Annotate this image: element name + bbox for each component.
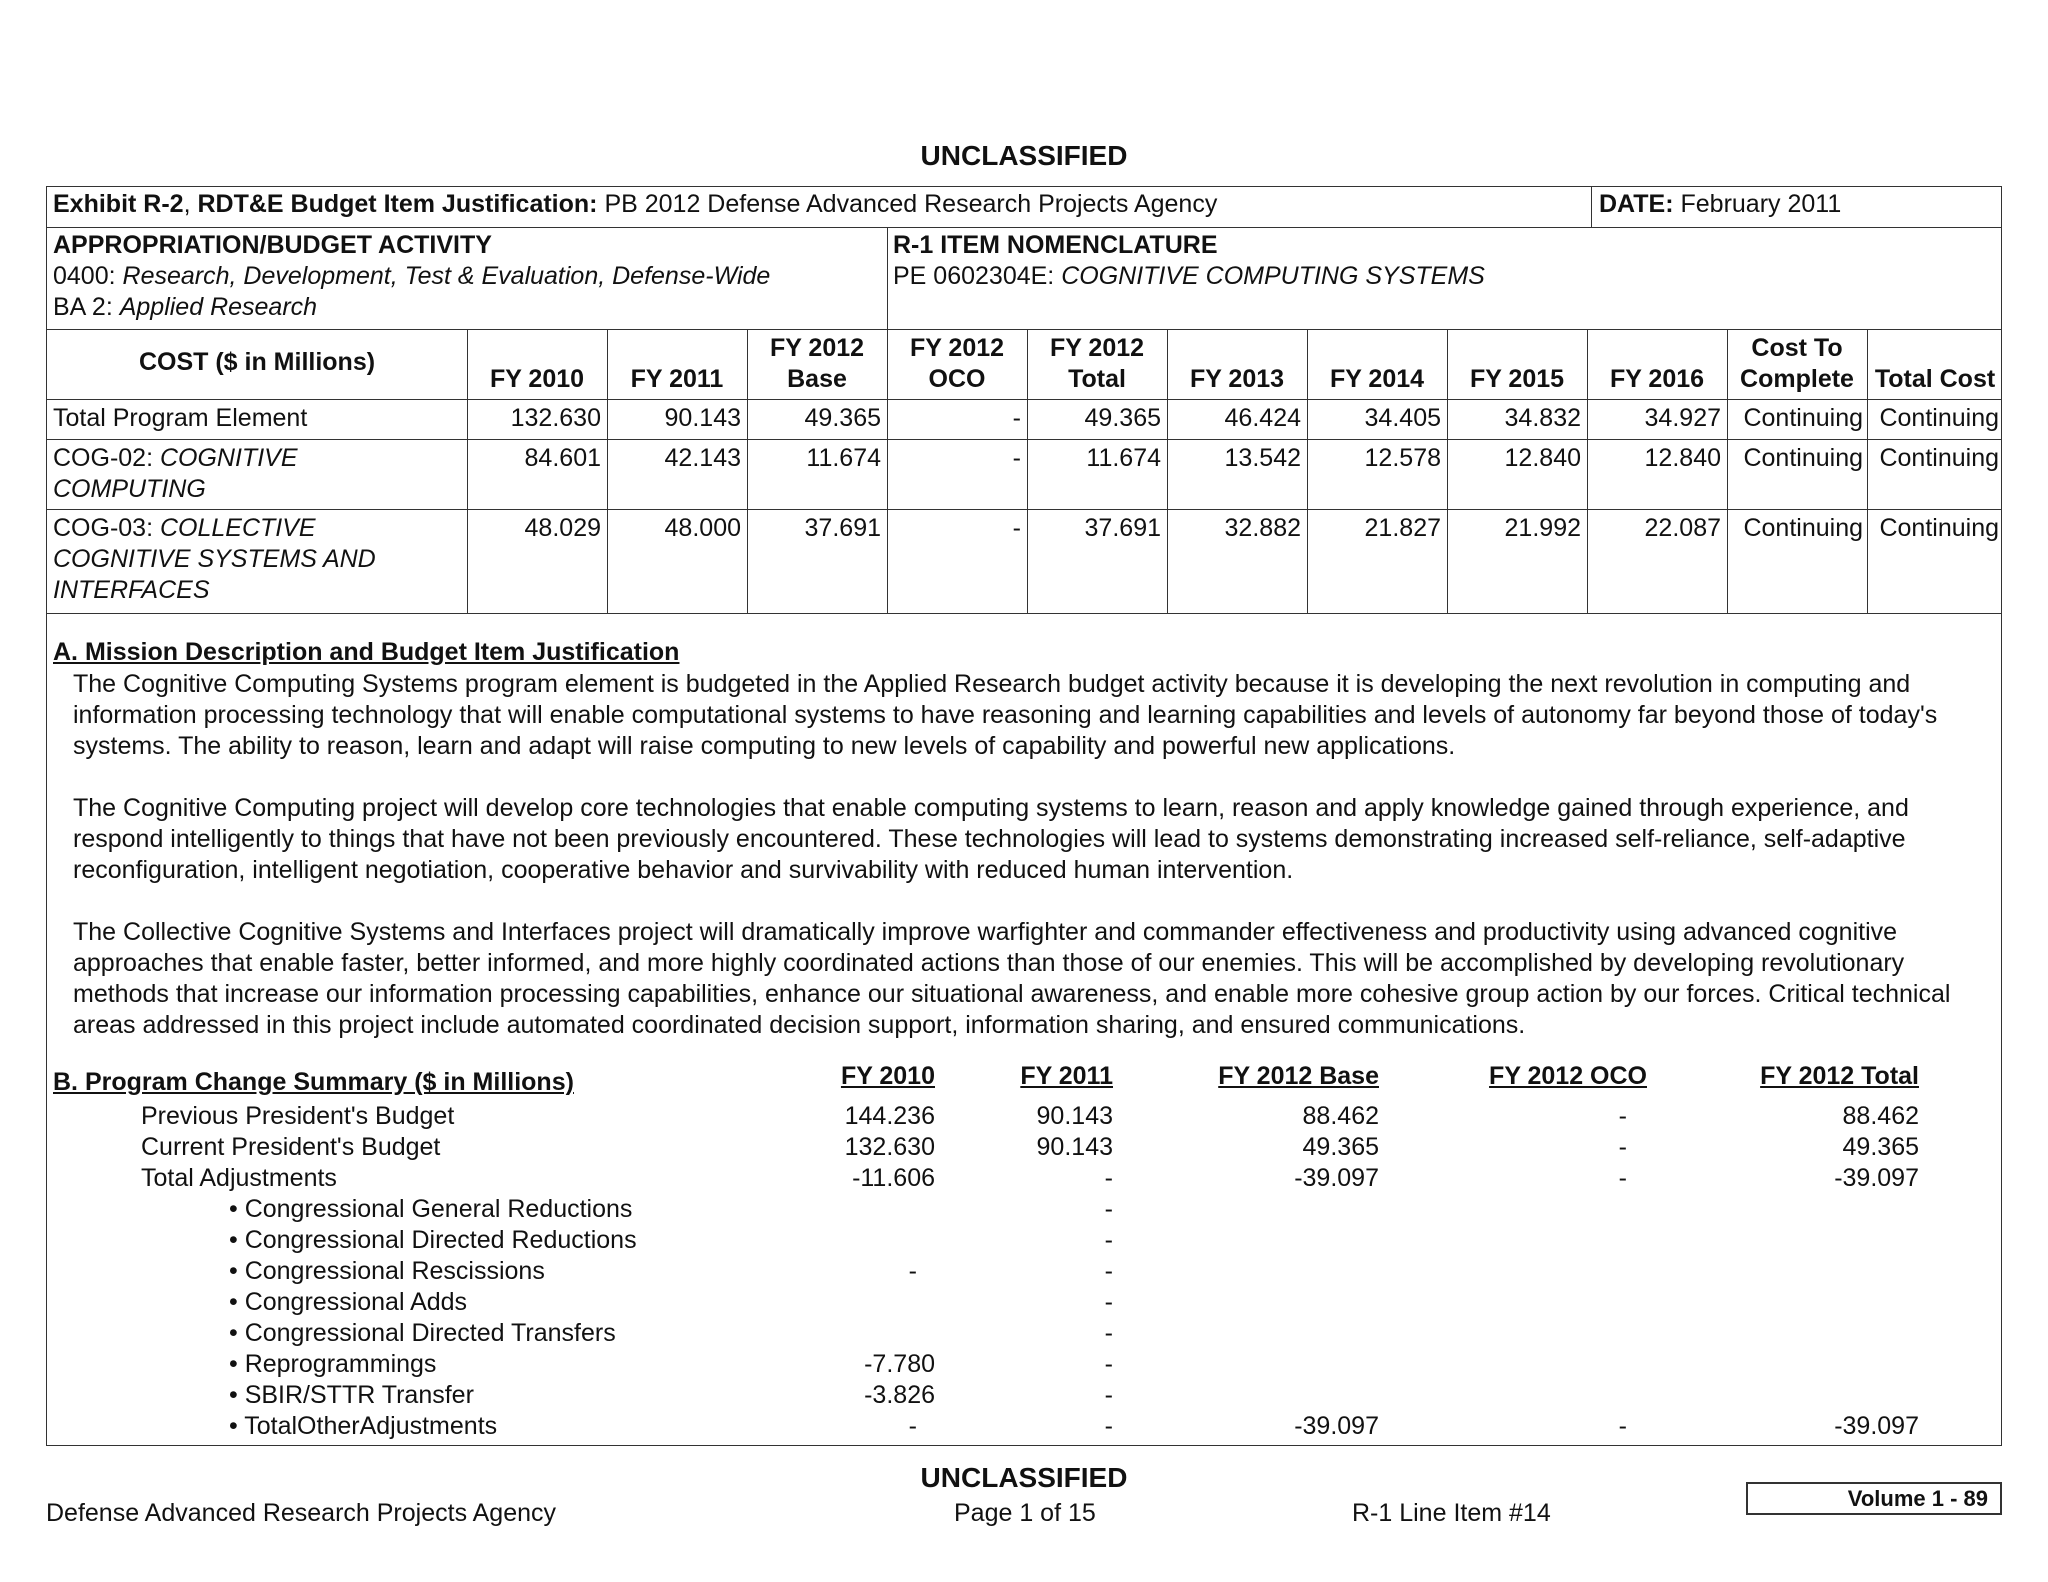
col-header-line: FY 2012 [769, 334, 865, 362]
cell-value: Continuing [1879, 444, 1999, 472]
col-header-fy2012-oco [887, 333, 1027, 395]
cell-value: 34.927 [1644, 404, 1721, 432]
pcs-value: -39.097 [1294, 1164, 1379, 1192]
appropriation-block [53, 230, 770, 323]
exhibit-title: Exhibit R-2, RDT&E Budget Item Justification: PB 2012 Defense Advanced Research Projects Agency [53, 190, 1218, 218]
pcs-value: -11.606 [852, 1164, 935, 1192]
volume-box: Volume 1 - 89 [1746, 1482, 2002, 1515]
cell-value: Continuing [1743, 514, 1863, 542]
cell-value: 48.000 [664, 514, 741, 542]
cell-value: 11.674 [1086, 444, 1161, 472]
cell-value: - [1012, 514, 1021, 542]
cell-value: 37.691 [804, 514, 881, 542]
footer-page: Page 1 of 15 [954, 1499, 1096, 1527]
pcs-row [47, 1132, 2003, 1163]
cell-value: 34.405 [1364, 404, 1441, 432]
project-name-line: COMPUTING [53, 475, 206, 503]
pcs-row [47, 1318, 2003, 1349]
pcs-row-label: • Congressional Directed Reductions [229, 1226, 637, 1254]
pcs-row [47, 1225, 2003, 1256]
cell-value: 21.827 [1364, 514, 1441, 542]
pcs-value: 90.143 [1036, 1133, 1113, 1161]
pcs-row-label: • Reprogrammings [229, 1350, 437, 1378]
pcs-value: - [1618, 1412, 1627, 1440]
divider [47, 329, 2001, 330]
cell-value: 49.365 [1084, 404, 1161, 432]
section-a-title: A. Mission Description and Budget Item Justification [53, 638, 680, 666]
pcs-value: 88.462 [1842, 1102, 1919, 1130]
col-header-line: Base [787, 365, 847, 393]
r1-block [893, 230, 1485, 292]
col-header-line: OCO [928, 365, 986, 393]
cell-value: 42.143 [664, 444, 741, 472]
pcs-value: -39.097 [1834, 1164, 1919, 1192]
pcs-value: - [1104, 1257, 1113, 1285]
pcs-value: - [1104, 1412, 1113, 1440]
pcs-row-label: • Congressional Adds [229, 1288, 468, 1316]
divider [1591, 187, 1592, 227]
col-header-line: FY 2012 [909, 334, 1005, 362]
pcs-col-header: FY 2012 OCO [1489, 1062, 1647, 1090]
cell-value: - [1012, 444, 1021, 472]
project-code: COG-02: [53, 444, 154, 472]
pcs-value: - [1104, 1164, 1113, 1192]
cell-value: 12.840 [1644, 444, 1721, 472]
pcs-value: -39.097 [1294, 1412, 1379, 1440]
classification-top: UNCLASSIFIED [920, 140, 1128, 171]
divider [47, 439, 2001, 440]
pcs-value: - [1104, 1381, 1113, 1409]
col-header-line: Cost To [1751, 334, 1843, 362]
date-label: DATE: [1599, 190, 1674, 218]
cost-header: COST ($ in Millions) [138, 348, 376, 376]
pcs-value: 49.365 [1842, 1133, 1919, 1161]
col-header-fy2013: FY 2013 [1189, 365, 1285, 393]
ba-code: BA 2: [53, 293, 113, 321]
section-a-paragraph [73, 793, 1993, 886]
mission-paragraph-3: The Collective Cognitive Systems and Interfaces project will dramatically improve warfighter and commander effectiveness and productivity using advanced cognitive approaches that enable faster, better informed, and more highly coordinated actions than those of our enemies. This will be accomplished by developing revolutionary methods that increase our information processing capabilities, enhance our situational awareness, and enable more cohesive group action by our forces. Critical technical areas addressed in this project include automated coordinated decision support, information sharing, and ensured communications. [73, 918, 1951, 1039]
row-label-cog-03 [53, 513, 376, 606]
pcs-value: -7.780 [864, 1350, 935, 1378]
divider [47, 613, 2001, 614]
classification-bottom: UNCLASSIFIED [920, 1462, 1128, 1493]
pcs-row-label: • Congressional Directed Transfers [229, 1319, 616, 1347]
pcs-value: - [1104, 1319, 1113, 1347]
pcs-value: -39.097 [1834, 1412, 1919, 1440]
appropriation-name: Research, Development, Test & Evaluation, Defense-Wide [122, 262, 771, 290]
pcs-row-label: Previous President's Budget [141, 1102, 455, 1130]
pcs-col-header: FY 2012 Base [1218, 1062, 1379, 1090]
cell-value: 13.542 [1224, 444, 1301, 472]
divider [887, 227, 888, 329]
cell-value: 48.029 [524, 514, 601, 542]
project-name-line: COGNITIVE SYSTEMS AND [53, 545, 376, 573]
pcs-value: - [1104, 1350, 1113, 1378]
col-header-fy2011: FY 2011 [630, 365, 724, 393]
exhibit-frame [46, 186, 2002, 1446]
appropriation-code: 0400: [53, 262, 116, 290]
footer-line-item: R-1 Line Item #14 [1352, 1499, 1551, 1527]
pcs-col-header: FY 2012 Total [1760, 1062, 1919, 1090]
pe-name: COGNITIVE COMPUTING SYSTEMS [1061, 262, 1485, 290]
pcs-row-label: • SBIR/STTR Transfer [229, 1381, 474, 1409]
pcs-row [47, 1194, 2003, 1225]
pcs-col-header: FY 2010 [840, 1062, 935, 1090]
row-label-cog-02 [53, 443, 298, 505]
project-code: COG-03: [53, 514, 154, 542]
col-header-total-cost: Total Cost [1874, 365, 1996, 393]
footer-agency: Defense Advanced Research Projects Agency [46, 1499, 557, 1527]
cell-value: 37.691 [1084, 514, 1161, 542]
pcs-row-label: • TotalOtherAdjustments [229, 1412, 498, 1440]
row-label-total-program: Total Program Element [53, 404, 308, 432]
pcs-row-label: Current President's Budget [141, 1133, 441, 1161]
pcs-value: - [908, 1412, 917, 1440]
pcs-value: 88.462 [1302, 1102, 1379, 1130]
pcs-value: - [1618, 1102, 1627, 1130]
pcs-row [47, 1349, 2003, 1380]
col-header-line: Total [1068, 365, 1126, 393]
col-header-fy2014: FY 2014 [1329, 365, 1425, 393]
cell-value: Continuing [1743, 404, 1863, 432]
pcs-row [47, 1380, 2003, 1411]
pcs-value: - [908, 1257, 917, 1285]
col-header-fy2016: FY 2016 [1609, 365, 1705, 393]
cell-value: 46.424 [1224, 404, 1301, 432]
pcs-value: 49.365 [1302, 1133, 1379, 1161]
col-header-line: FY 2012 [1049, 334, 1145, 362]
justification-value: PB 2012 Defense Advanced Research Projects Agency [604, 190, 1218, 218]
pcs-value: 90.143 [1036, 1102, 1113, 1130]
section-a-paragraph [73, 669, 1993, 762]
pcs-row [47, 1101, 2003, 1132]
pcs-value: -3.826 [864, 1381, 935, 1409]
pcs-row [47, 1256, 2003, 1287]
project-name-line: INTERFACES [53, 576, 210, 604]
pcs-value: 132.630 [844, 1133, 935, 1161]
project-name-line: COLLECTIVE [159, 514, 316, 542]
pcs-col-header: FY 2011 [1020, 1062, 1113, 1090]
cell-value: 90.143 [664, 404, 741, 432]
pcs-row-label: Total Adjustments [141, 1164, 337, 1192]
pcs-row [47, 1163, 2003, 1194]
cell-value: - [1012, 404, 1021, 432]
pcs-value: - [1618, 1133, 1627, 1161]
divider [47, 227, 2001, 228]
cell-value: Continuing [1743, 444, 1863, 472]
cell-value: 12.578 [1364, 444, 1441, 472]
r1-label: R-1 ITEM NOMENCLATURE [893, 231, 1218, 259]
pcs-row-label: • Congressional General Reductions [229, 1195, 633, 1223]
mission-paragraph-2: The Cognitive Computing project will develop core technologies that enable computing systems to learn, reason and apply knowledge gained through experience, and respond intelligently to things that have not been previously encountered. These technologies will lead to systems demonstrating increased self-reliance, self-adaptive reconfiguration, intelligent negotiation, cooperative behavior and survivability with reduced human intervention. [73, 794, 1909, 884]
cell-value: Continuing [1879, 404, 1999, 432]
pcs-value: - [1104, 1195, 1113, 1223]
pcs-value: - [1618, 1164, 1627, 1192]
exhibit-label: Exhibit R-2 [53, 190, 184, 218]
appropriation-label: APPROPRIATION/BUDGET ACTIVITY [53, 231, 492, 259]
cell-value: 32.882 [1224, 514, 1301, 542]
cell-value: 49.365 [804, 404, 881, 432]
mission-paragraph-1: The Cognitive Computing Systems program element is budgeted in the Applied Research budget activity because it is developing the next revolution in computing and information processing technology that will enable computational systems to have reasoning and learning capabilities and levels of autonomy far beyond those of today's systems. The ability to reason, learn and adapt will raise computing to new levels of capability and powerful new applications. [73, 670, 1938, 760]
pcs-row [47, 1287, 2003, 1318]
date-value: February 2011 [1680, 190, 1842, 218]
pcs-row [47, 1411, 2003, 1442]
cell-value: 132.630 [510, 404, 601, 432]
section-a-paragraph [73, 917, 1993, 1041]
divider [47, 399, 2001, 400]
cell-value: 21.992 [1504, 514, 1581, 542]
section-b-title: B. Program Change Summary ($ in Millions) [53, 1068, 574, 1096]
justification-label: RDT&E Budget Item Justification: [197, 190, 598, 218]
pcs-value: - [1104, 1288, 1113, 1316]
ba-name: Applied Research [119, 293, 318, 321]
cell-value: Continuing [1879, 514, 1999, 542]
cell-value: 12.840 [1504, 444, 1581, 472]
col-header-fy2010: FY 2010 [489, 365, 585, 393]
pcs-value: 144.236 [844, 1102, 935, 1130]
cell-value: 11.674 [806, 444, 881, 472]
pcs-row-label: • Congressional Rescissions [229, 1257, 545, 1285]
date-field [1599, 189, 1841, 220]
col-header-fy2015: FY 2015 [1469, 365, 1565, 393]
cell-value: 84.601 [524, 444, 601, 472]
col-header-cost-to-complete [1727, 333, 1867, 395]
pcs-value: - [1104, 1226, 1113, 1254]
divider [47, 509, 2001, 510]
pe-code: PE 0602304E: [893, 262, 1055, 290]
project-name-line: COGNITIVE [159, 444, 298, 472]
col-header-line: Complete [1740, 365, 1854, 393]
cell-value: 22.087 [1644, 514, 1721, 542]
col-header-fy2012-total [1027, 333, 1167, 395]
col-header-fy2012-base [747, 333, 887, 395]
cell-value: 34.832 [1504, 404, 1581, 432]
